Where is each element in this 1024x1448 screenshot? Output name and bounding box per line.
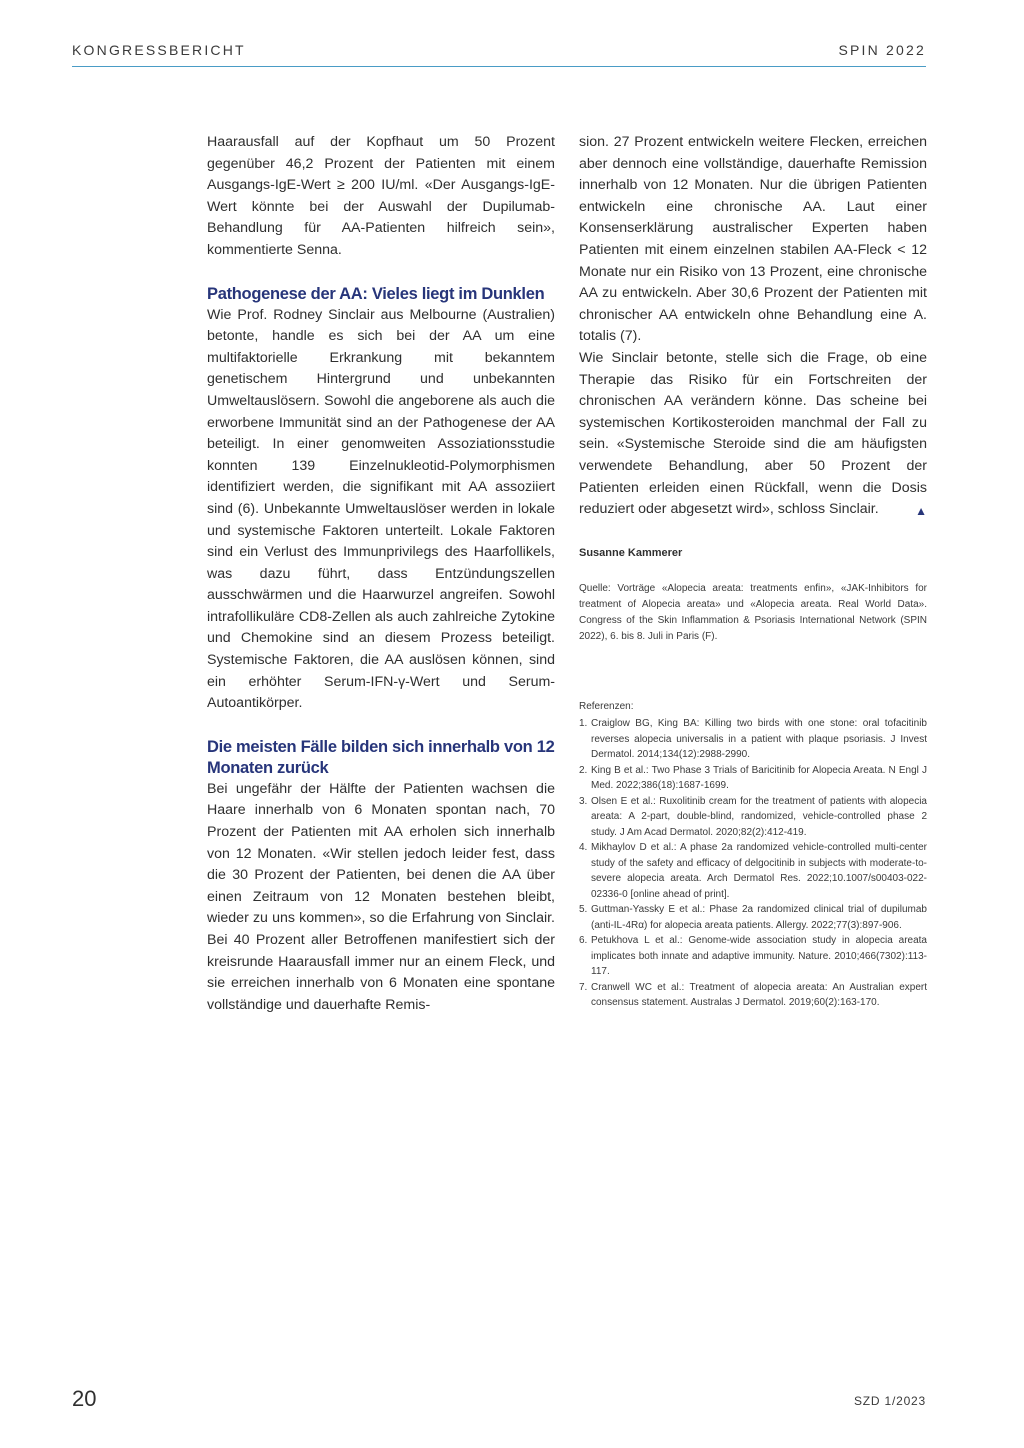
reference-item [579,933,927,980]
continuation-paragraph: sion. 27 Prozent entwickeln weitere Flecken, erreichen aber dennoch eine vollständige, dauerhafte Remission innerhalb von 12 Monaten. Nur die übrigen Patienten entwickeln eine chronische AA. Laut einer Konsenserklärung australischer Experten haben Patienten mit einem einzelnen stabilen AA-Fleck < 12 Monate nur ein Risiko von 13 Prozent, eine chronische AA zu entwickeln. Aber 30,6 Prozent der Patienten mit chronischer AA entwickeln ohne Behandlung eine A. totalis (7). [579,134,927,345]
reference-text: Mikhaylov D et al.: A phase 2a randomized vehicle-controlled multi-center study of the safety and efficacy of delgocitinib in subjects with moderate-to-severe alopecia areata. Arch Dermatol Res. 2022;10.1007/s00403-022-02336-0 [online ahead of print]. [591,842,927,900]
reference-item [579,902,927,933]
therapy-paragraph [579,348,927,521]
reference-item [579,763,927,794]
reference-text: King B et al.: Two Phase 3 Trials of Baricitinib for Alopecia Areata. N Engl J Med. 2022;386(18):1687-1699. [591,764,927,792]
section-heading-pathogenesis: Pathogenese der AA: Vieles liegt im Dunklen [207,284,545,303]
reference-number: 6. [579,935,588,947]
reference-number: 1. [579,718,588,730]
section-heading-remission: Die meisten Fälle bilden sich innerhalb von 12 Monaten zurück [207,737,555,777]
page-number: 20 [72,1386,97,1411]
reference-item [579,980,927,1011]
intro-paragraph: Haarausfall auf der Kopfhaut um 50 Prozent gegenüber 46,2 Prozent der Patienten mit einem Ausgangs-IgE-Wert ≥ 200 IU/ml. «Der Ausgangs-IgE-Wert könnte bei der Auswahl der Dupilumab-Behandlung für AA-Patienten hilfreich sein», kommentierte Senna. [207,134,555,258]
reference-number: 7. [579,981,588,993]
reference-text: Craiglow BG, King BA: Killing two birds with one stone: oral tofacitinib reverses alopecia universalis in a patient with plaque psoriasis. J Invest Dermatol. 2014;134(12):2988-2990. [591,718,927,761]
journal-issue: SZD 1/2023 [853,1394,926,1408]
reference-text: Olsen E et al.: Ruxolitinib cream for the treatment of patients with alopecia areata: A 2-part, double-blind, randomized, vehicle-controlled phase 2 study. J Am Acad Dermatol. 2020;82(2):412-419. [591,795,927,838]
reference-item [579,716,927,763]
reference-list [579,716,927,1011]
reference-text: Guttman-Yassky E et al.: Phase 2a randomized clinical trial of dupilumab (anti-IL-4Rα) for alopecia areata patients. Allergy. 2022;77(3):897-906. [591,904,927,931]
running-header [72,40,926,67]
reference-item [579,840,927,902]
left-column [207,132,555,1016]
congress-label: SPIN 2022 [838,42,926,58]
reference-number: 3. [579,795,588,807]
reference-text: Cranwell WC et al.: Treatment of alopecia areata: An Australian expert consensus statement. Australas J Dermatol. 2019;60(2):163-170. [591,981,927,1009]
reference-text: Petukhova L et al.: Genome-wide association study in alopecia areata implicates both innate and adaptive immunity. Nature. 2010;466(7302):113-117. [591,935,927,978]
references-section [579,699,927,1011]
reference-number: 5. [579,904,588,916]
reference-item [579,794,927,841]
reference-number: 4. [579,842,588,854]
source-note: Quelle: Vorträge «Alopecia areata: treatments enfin», «JAK-Inhibitors for treatment of Alopecia areata» und «Alopecia areata. Real World Data». Congress of the Skin Inflammation & Psoriasis International Network (SPIN 2022), 6. bis 8. Juli in Paris (F). [579,582,927,642]
end-of-article-icon: ▲ [915,504,927,519]
section-label: KONGRESSBERICHT [72,42,246,58]
author-name: Susanne Kammerer [579,546,683,559]
right-column [579,132,927,1011]
reference-number: 2. [579,764,588,776]
pathogenesis-paragraph: Wie Prof. Rodney Sinclair aus Melbourne (Australien) betonte, handle es sich bei der AA um eine multifaktorielle Erkrankung mit bekanntem genetischem Hintergrund und unbekannten Umweltauslösern. Sowohl die angeborene als auch die erworbene Immunität sind an der Pathogenese der AA beteiligt. In einer genomweiten Assoziationsstudie konnten 139 Einzelnukleotid-Polymorphismen identifiziert werden, die signifikant mit AA assoziiert sind (6). Unbekannte Umweltauslöser werden in lokale und systemische Faktoren unterteilt. Lokale Faktoren sind ein Verlust des Immunprivilegs des Haarfollikels, was dazu führt, dass Entzündungszellen ausschwärmen und die Haarwurzel angreifen. Sowohl intrafollikuläre CD8-Zellen als auch zahlreiche Zytokine und Chemokine sind an diesem Prozess beteiligt. Systemische Faktoren, die AA auslösen können, sind ein erhöhter Serum-IFN-γ-Wert und Serum-Autoantikörper. [207,306,555,712]
references-title: Referenzen: [579,700,634,712]
remission-paragraph: Bei ungefähr der Hälfte der Patienten wachsen die Haare innerhalb von 6 Monaten spontan nach, 70 Prozent der Patienten mit AA erholen sich innerhalb von 12 Monaten. «Wir stellen jedoch leider fest, dass die 30 Prozent der Patienten, bei denen die AA über einen Zeitraum von 12 Monaten bestehen bleibt, wieder zu uns kommen», so die Erfahrung von Sinclair. Bei 40 Prozent aller Betroffenen manifestiert sich der kreisrunde Haarausfall immer nur an einem Fleck, und sie erreichen innerhalb von 6 Monaten eine spontane vollständige und dauerhafte Remis- [207,780,555,1013]
therapy-text: Wie Sinclair betonte, stelle sich die Frage, ob eine Therapie das Risiko für ein Fortschreiten der chronischen AA verändern könne. Das scheine bei systemischen Kortikosteroiden manchmal der Fall zu sein. «Systemische Steroide sind die am häufigsten verwendete Behandlung, aber 50 Prozent der Patienten erleiden einen Rückfall, wenn die Dosis reduziert oder abgesetzt wird», schloss Sinclair. [579,349,927,518]
